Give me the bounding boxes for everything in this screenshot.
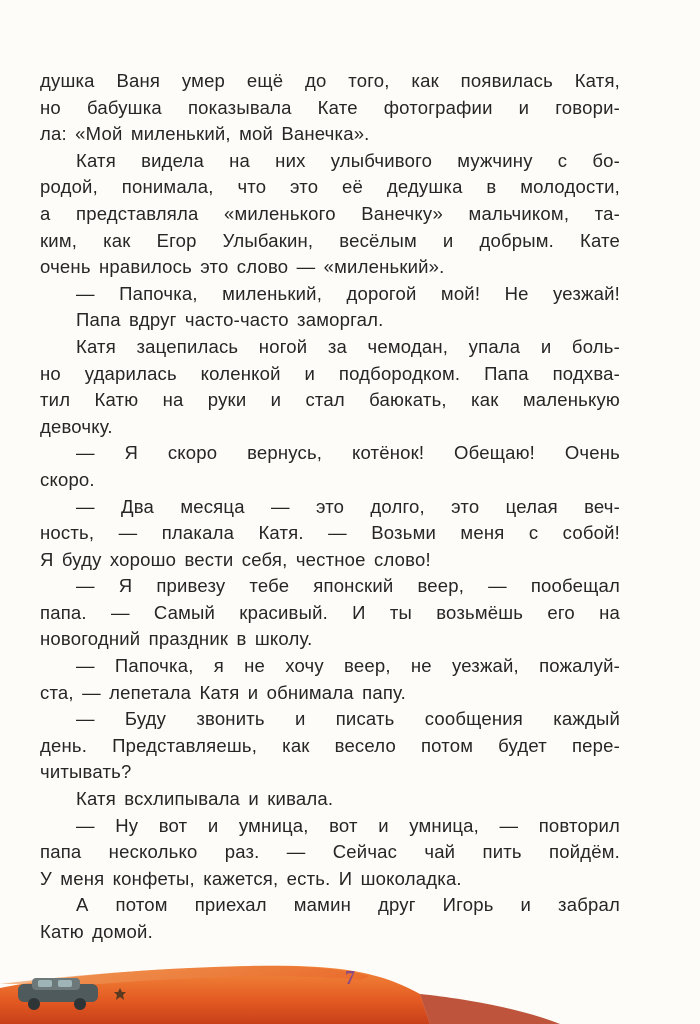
text-line: но бабушка показывала Кате фотографии и говори- [40,96,620,118]
text-line: скоро. [40,468,95,490]
text-line: ста, — лепетала Катя и обнимала папу. [40,681,406,703]
page-text [40,68,620,946]
text-line: очень нравилось это слово — «миленький». [40,256,445,278]
text-line: — Папочка, я не хочу веер, не уезжай, пожалуй- [76,655,620,677]
text-line: — Я скоро вернусь, котёнок! Обещаю! Очень [76,442,620,464]
text-line: — Папочка, миленький, дорогой мой! Не уезжай! [76,282,620,304]
text-line: — Буду звонить и писать сообщения каждый [76,708,620,730]
text-line: а представляла «миленького Ванечку» мальчиком, та- [40,202,620,224]
text-line: душка Ваня умер ещё до того, как появилась Катя, [40,70,620,91]
text-line: день. Представляешь, как весело потом будет пере- [40,734,620,756]
text-line: но ударилась коленкой и подбородком. Папа подхва- [40,362,620,384]
text-line: папа. — Самый красивый. И ты возьмёшь его на [40,601,620,623]
text-line: Катя зацепилась ногой за чемодан, упала и боль- [76,335,620,357]
text-line: У меня конфеты, кажется, есть. И шоколадка. [40,867,462,889]
page-number: 7 [345,967,355,989]
text-line: — Я привезу тебе японский веер, — пообещал [76,575,620,597]
text-line: читывать? [40,761,132,783]
text-line: Папа вдруг часто-часто заморгал. [76,309,384,331]
text-line: тил Катю на руки и стал баюкать, как маленькую [40,389,620,411]
text-line: ким, как Егор Улыбакин, весёлым и добрым. Кате [40,229,620,251]
text-line: Катя видела на них улыбчивого мужчину с бо- [76,149,620,171]
text-line: Катю домой. [40,921,153,942]
text-line: новогодний праздник в школу. [40,628,313,650]
text-line: Катя всхлипывала и кивала. [76,788,334,810]
text-line: папа несколько раз. — Сейчас чай пить пойдём. [40,841,620,863]
text-line: ность, — плакала Катя. — Возьми меня с собой! [40,522,620,544]
text-line: — Ну вот и умница, вот и умница, — повторил [76,814,620,836]
text-line: родой, понимала, что это её дедушка в молодости, [40,176,620,198]
text-line: А потом приехал мамин друг Игорь и забрал [76,894,620,916]
text-line: — Два месяца — это долго, это целая веч- [76,495,620,517]
text-line: девочку. [40,415,113,437]
text-line: ла: «Мой миленький, мой Ванечка». [40,123,370,145]
text-line: Я буду хорошо вести себя, честное слово! [40,548,431,570]
